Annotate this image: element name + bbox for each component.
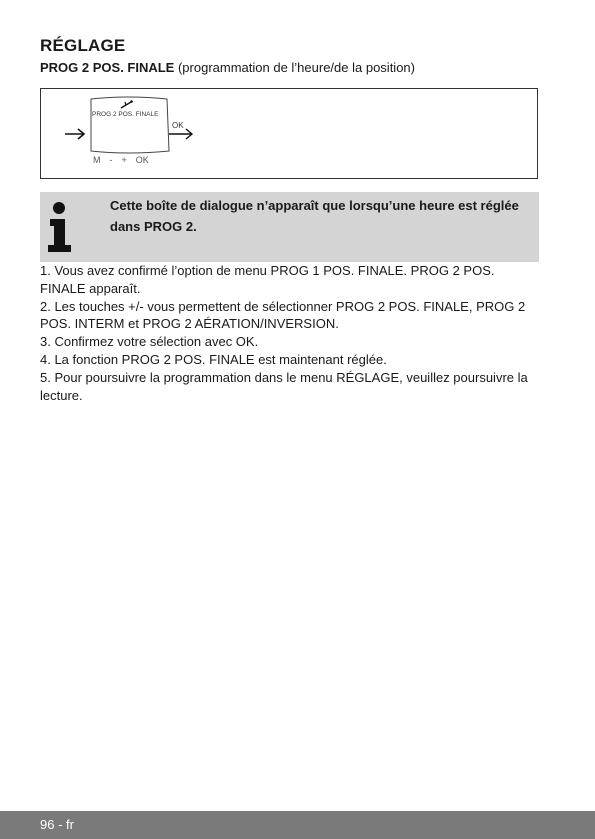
info-note-panel bbox=[40, 192, 539, 262]
display-diagram bbox=[40, 88, 538, 179]
step-item: 5. Pour poursuivre la programmation dans le menu RÉGLAGE, veuillez poursuivre la lecture. bbox=[40, 369, 528, 403]
subtitle-bold: PROG 2 POS. FINALE bbox=[40, 60, 175, 75]
info-icon bbox=[46, 200, 76, 254]
subtitle-normal: (programmation de l’heure/de la position) bbox=[174, 60, 415, 75]
ok-arrow-icon bbox=[169, 129, 192, 139]
arrow-right-icon bbox=[65, 129, 84, 139]
step-item: 3. Confirmez votre sélection avec OK. bbox=[40, 334, 259, 350]
step-item: 4. La fonction PROG 2 POS. FINALE est maintenant réglée. bbox=[40, 351, 387, 367]
step-item: 2. Les touches +/- vous permettent de sélectionner PROG 2 POS. FINALE, PROG 2 POS. INTERM et PROG 2 AÉRATION/INVERSION. bbox=[40, 298, 526, 332]
ok-label: OK bbox=[172, 121, 184, 130]
diagram-drawing bbox=[41, 89, 539, 180]
display-text: PROG 2 POS. FINALE bbox=[92, 111, 159, 118]
page-footer bbox=[0, 811, 595, 839]
instruction-steps bbox=[40, 262, 540, 404]
device-keys: M - + OK bbox=[93, 155, 149, 165]
info-note-text: Cette boîte de dialogue n’apparaît que lorsqu’une heure est réglée dans PROG 2. bbox=[110, 198, 519, 234]
step-item: 1. Vous avez confirmé l’option de menu PROG 1 POS. FINALE. PROG 2 POS. FINALE apparaît. bbox=[40, 263, 495, 296]
page-title: RÉGLAGE bbox=[40, 36, 126, 55]
section-subtitle bbox=[40, 60, 415, 75]
device-screen bbox=[91, 97, 169, 153]
page-number: 96 - fr bbox=[40, 817, 74, 832]
